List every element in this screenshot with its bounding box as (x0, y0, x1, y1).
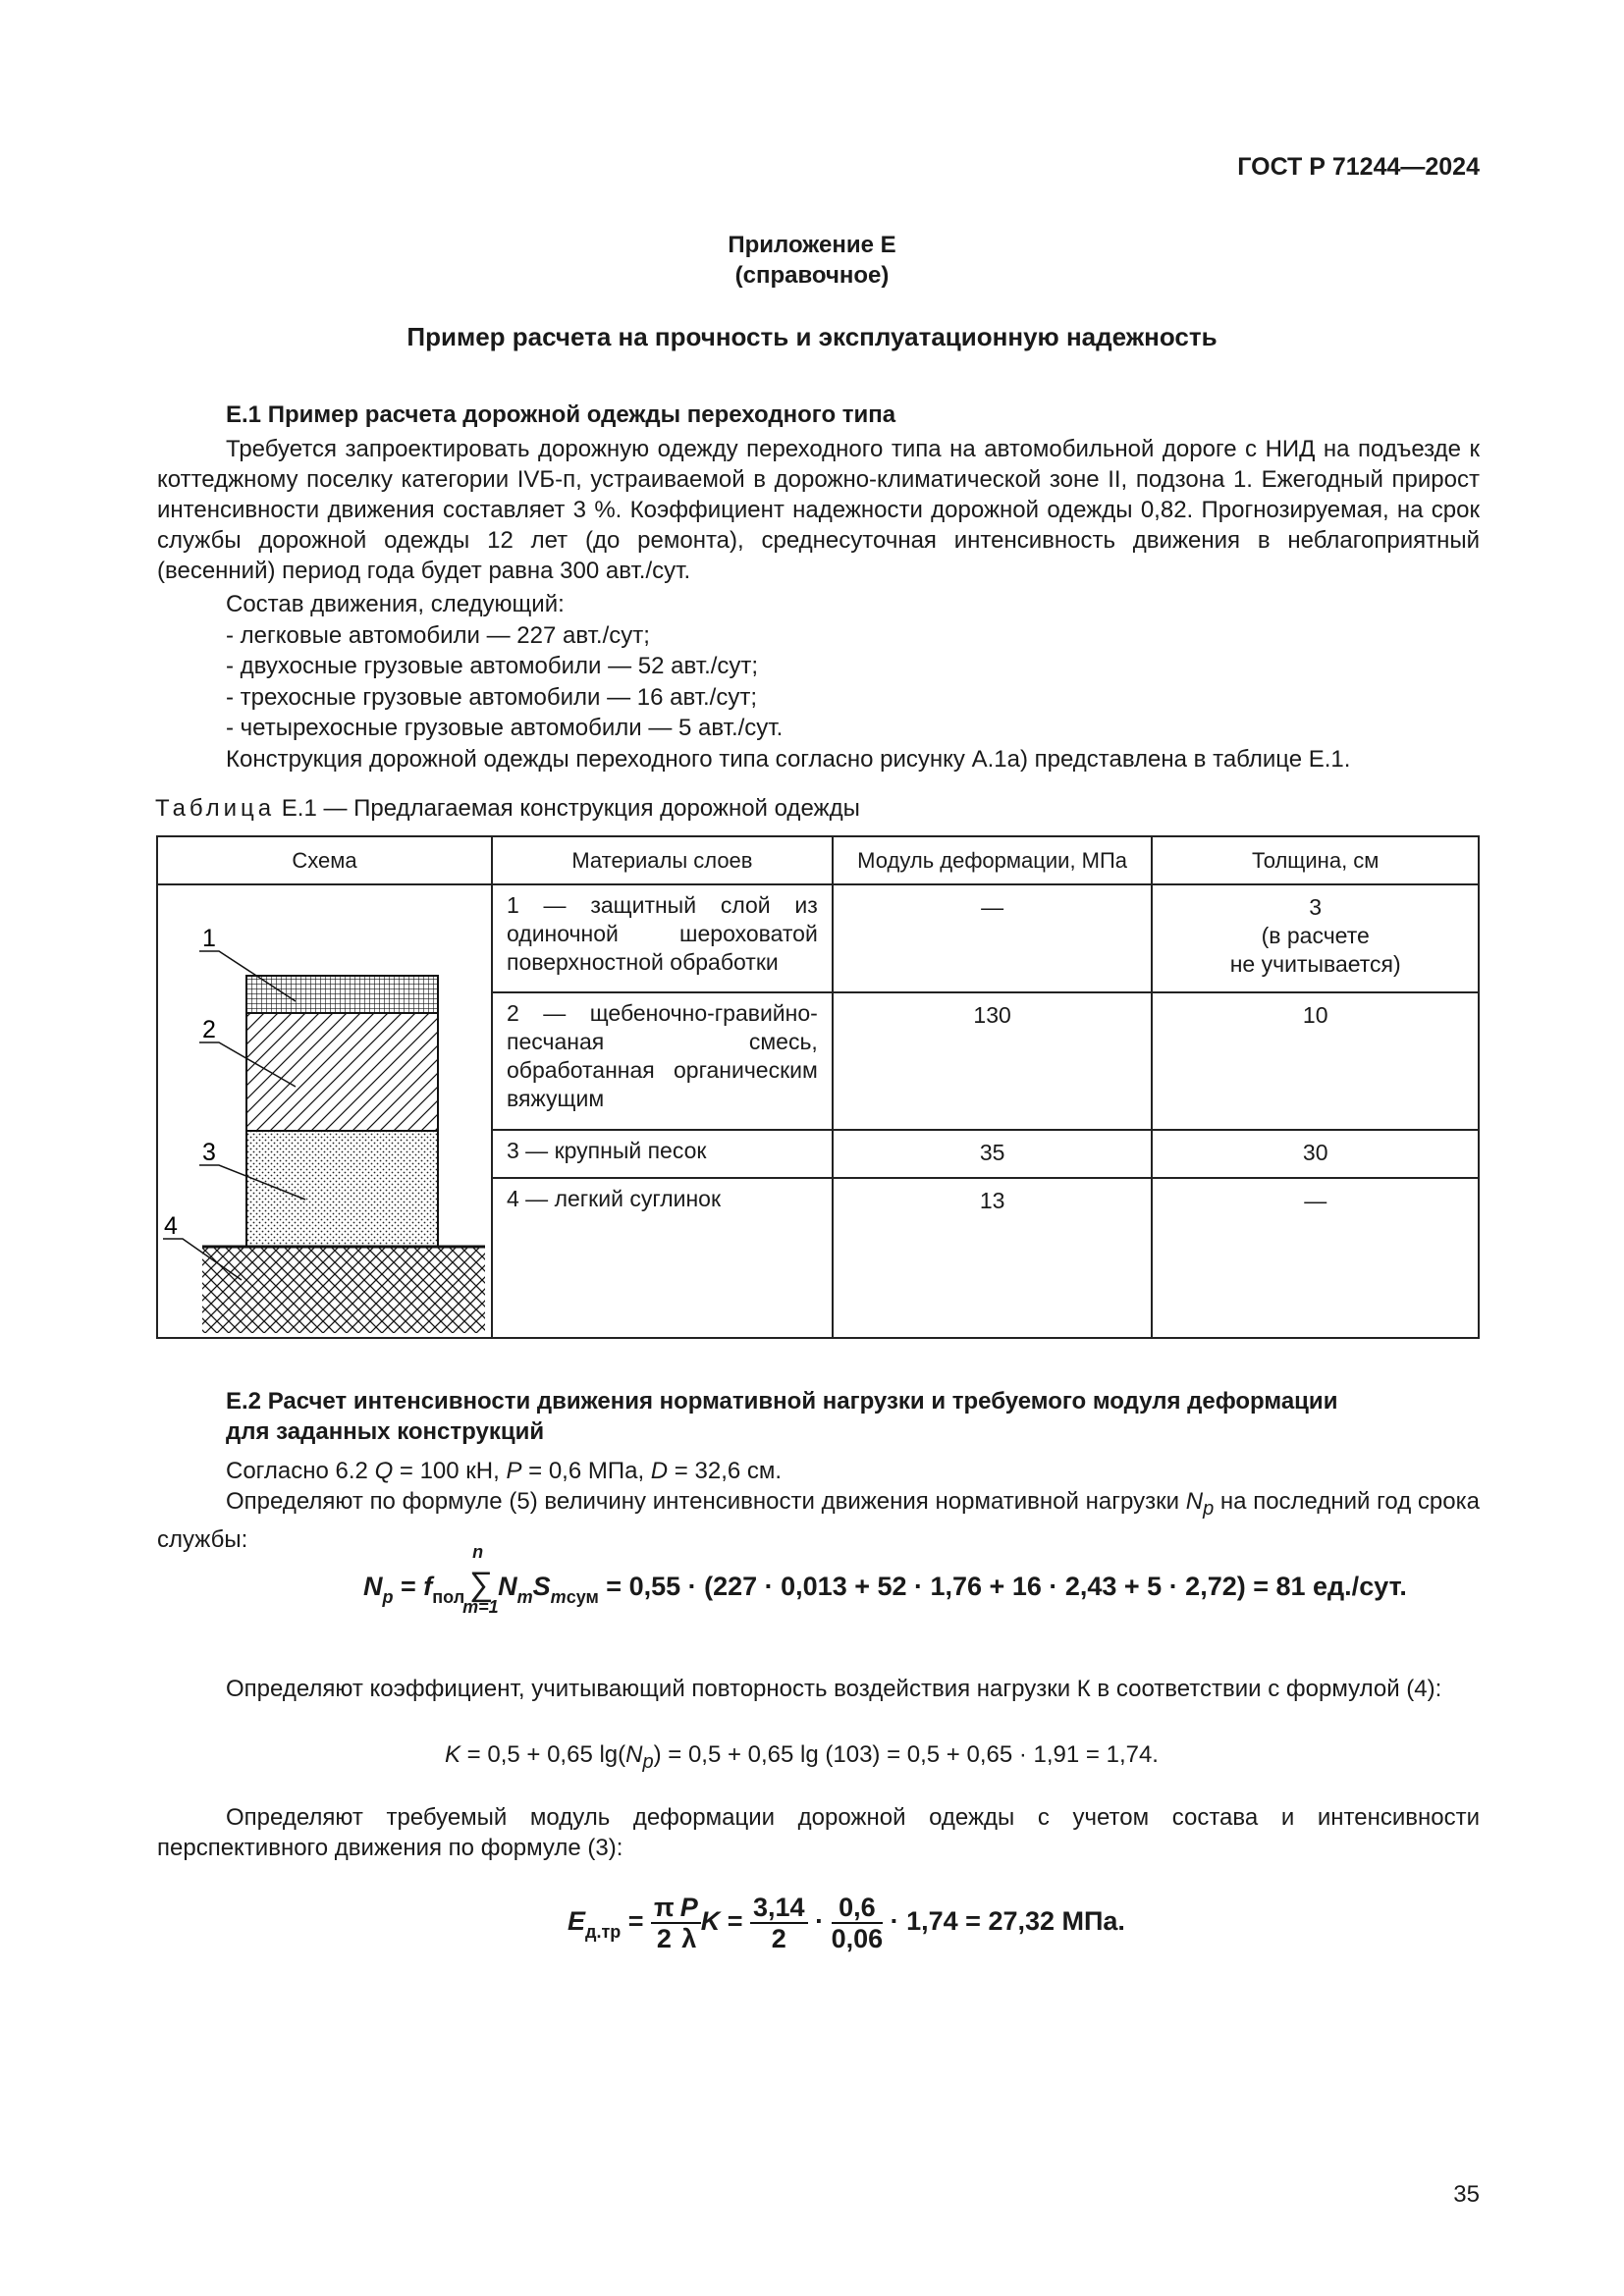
layer-material: 2 — щебеночно-гравийно-песчаная смесь, обработанная органическим вяжущим (492, 992, 833, 1130)
given-p-value: = 0,6 МПа, (521, 1458, 651, 1484)
layer-1-surface-treatment (246, 976, 438, 1013)
thickness-line: не учитывается) (1229, 951, 1401, 977)
table-caption (155, 793, 860, 824)
np-symbol: N (1185, 1488, 1204, 1515)
table-caption-text: Е.1 — Предлагаемая конструкция дорожной одежды (281, 795, 860, 822)
table-header-row (157, 836, 1479, 884)
composition-item: - двухосные грузовые автомобили — 52 авт./сут; (226, 653, 759, 679)
section-e1-heading: Е.1 Пример расчета дорожной одежды переходного типа (226, 401, 896, 428)
np-subscript: p (1203, 1497, 1215, 1520)
given-values (226, 1456, 782, 1486)
formula-np: $N_p = f_{пол}$ n ∑ m=1 $N_mS_{mсум} = 0,55 \cdot (227 \cdot 0,013 + 52 \cdot 1,76 + 16 \cdot 2,43 + 5 \cdot 2,72) = 81$ ед./сут. (363, 1542, 1407, 1617)
layer-2-gravel-mix (246, 1013, 438, 1131)
symbol-q: Q (374, 1458, 394, 1484)
layer-modulus: 130 (833, 992, 1153, 1130)
layer-thickness: 10 (1152, 992, 1479, 1130)
layer-modulus: — (833, 884, 1153, 992)
scheme-label-2: 2 (202, 1016, 216, 1043)
document-code: ГОСТ Р 71244—2024 (1237, 153, 1480, 181)
scheme-cell (157, 884, 492, 1338)
scheme-label-3: 3 (202, 1139, 216, 1166)
np-text-b: на последний год срока службы: (157, 1488, 1480, 1553)
table-caption-label: Таблица (155, 795, 276, 822)
section-e2-heading-line2: для заданных конструкций (226, 1418, 545, 1445)
formula-e-result: · 1,74 = 27,32 МПа. (883, 1906, 1125, 1937)
np-text-a: Определяют по формуле (5) величину интенсивности движения нормативной нагрузки (226, 1488, 1186, 1515)
given-q-value: = 100 кН, (393, 1458, 507, 1484)
composition-item: - легковые автомобили — 227 авт./сут; (226, 622, 650, 649)
header-materials: Материалы слоев (492, 836, 833, 884)
formula-e: $E_{д.тр}$ = $\frac{\pi}{2}$ $\frac{P}{\lambda}$ K = $\frac{3,14}{2}$ · $\frac{0,6}{0,06}$ · 1,74 = 27,32 МПа. (568, 1893, 1125, 1953)
layer-material: 1 — защитный слой из одиночной шероховатой поверхностной обработки (492, 884, 833, 992)
composition-intro: Состав движения, следующий: (226, 591, 565, 617)
page-number: 35 (1453, 2181, 1480, 2208)
section-e1-paragraph: Требуется запроектировать дорожную одежду переходного типа на автомобильной дороге с НИД на подъезде к коттеджному поселку категории IVБ-п, устраиваемой в дорожно-климатической зоне II, подзона 1. Ежегодный прирост интенсивности движения составляет 3 %. Коэффициент надежности дорожной одежды 0,82. Прогнозируемая, на срок службы дорожной одежды 12 лет (до ремонта), среднесуточная интенсивность движения в неблагоприятный (весенний) период года будет равна 300 авт./сут. (157, 436, 1480, 584)
construction-table (156, 835, 1480, 1339)
layer-material: 3 — крупный песок (492, 1130, 833, 1178)
layer-3-coarse-sand (246, 1131, 438, 1247)
composition-item: - трехосные грузовые автомобили — 16 авт./сут; (226, 684, 757, 711)
formula-k-part-a: = 0,5 + 0,65 lg( (460, 1741, 626, 1768)
header-thickness: Толщина, см (1152, 836, 1479, 884)
appendix-title: Приложение Е (728, 232, 896, 258)
header-scheme: Схема (157, 836, 492, 884)
formula-np-rhs: = 0,55 · (227 · 0,013 + 52 · 1,76 + 16 · 2,43 + 5 · 2,72) = 81 ед./сут. (598, 1572, 1407, 1601)
thickness-line: 3 (1309, 894, 1323, 920)
header-modulus: Модуль деформации, МПа (833, 836, 1153, 884)
layer-material: 4 — легкий суглинок (492, 1178, 833, 1338)
layer-thickness: — (1152, 1178, 1479, 1338)
layer-scheme-diagram (158, 885, 491, 1335)
symbol-d: D (650, 1458, 669, 1484)
formula-k: K = 0,5 + 0,65 $\lg(N_p) = 0,5 + 0,65$ lg (103) = 0,5 + 0,65 · 1,91 = 1,74. (445, 1741, 1159, 1773)
k-description: Определяют коэффициент, учитывающий повторность воздействия нагрузки К в соответствии с формулой (4): (226, 1676, 1442, 1702)
scheme-label-1: 1 (202, 925, 216, 952)
section-e2-heading-line1: Е.2 Расчет интенсивности движения нормативной нагрузки и требуемого модуля деформации (226, 1388, 1338, 1415)
layer-modulus: 13 (833, 1178, 1153, 1338)
table-row (157, 884, 1479, 992)
given-prefix: Согласно 6.2 (226, 1458, 375, 1484)
e-description: Определяют требуемый модуль деформации дорожной одежды с учетом состава и интенсивности перспективного движения по формуле (3): (157, 1804, 1480, 1861)
formula-k-part-b: ) = 0,5 + 0,65 lg (103) = 0,5 + 0,65 · 1,91 = 1,74. (653, 1741, 1159, 1768)
appendix-heading: Пример расчета на прочность и эксплуатационную надежность (406, 322, 1218, 351)
layer-4-loam-soil (202, 1247, 485, 1333)
construction-note: Конструкция дорожной одежды переходного типа согласно рисунку А.1а) представлена в таблице Е.1. (226, 746, 1351, 773)
appendix-type: (справочное) (734, 262, 890, 289)
symbol-p: P (506, 1458, 522, 1484)
composition-item: - четырехосные грузовые автомобили — 5 авт./сут. (226, 715, 784, 741)
thickness-line: (в расчете (1261, 923, 1370, 948)
np-description (157, 1486, 1480, 1555)
scheme-label-4: 4 (164, 1212, 178, 1240)
layer-modulus: 35 (833, 1130, 1153, 1178)
given-d-value: = 32,6 см. (668, 1458, 783, 1484)
layer-thickness: 30 (1152, 1130, 1479, 1178)
layer-thickness (1152, 884, 1479, 992)
